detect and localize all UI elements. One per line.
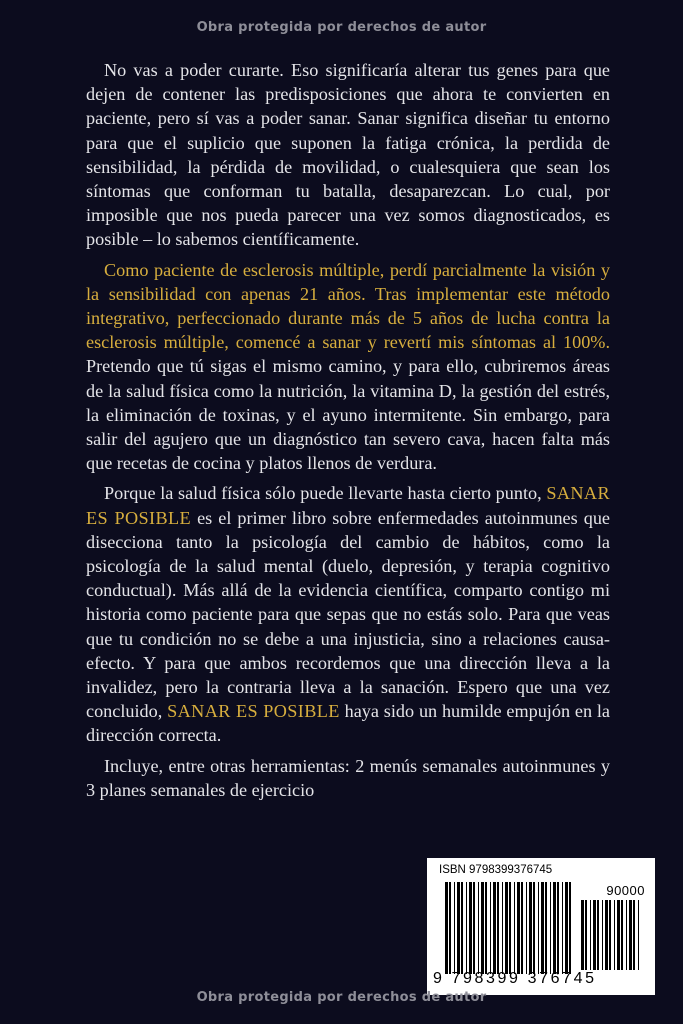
barcode-bar [545, 882, 547, 974]
barcode-bar [538, 882, 539, 974]
barcode-bar [609, 900, 611, 970]
barcode-bar [614, 900, 615, 970]
barcode-bar [445, 882, 448, 974]
barcode-bar [605, 900, 608, 970]
barcode-addon-code: 90000 [606, 883, 645, 898]
barcode-bar [454, 882, 455, 974]
barcode-bar [621, 900, 623, 970]
paragraph-3-part-1: Porque la salud física sólo puede llevarte hasta cierto punto, [104, 483, 547, 504]
barcode-bar [449, 882, 451, 974]
copyright-watermark-bottom: Obra protegida por derechos de autor [196, 990, 487, 1005]
barcode-bar [478, 882, 479, 974]
barcode-bar [526, 882, 527, 974]
barcode-bar [557, 882, 559, 974]
barcode-bar [581, 900, 584, 970]
barcode-bar [629, 900, 632, 970]
barcode-bar [597, 900, 599, 970]
barcode-bar [626, 900, 627, 970]
barcode-bar [553, 882, 556, 974]
ean-barcode-bars [445, 882, 573, 974]
barcode-bar [602, 900, 603, 970]
paragraph-3-part-3: haya sido un humilde empujón en la dirección correcta. [86, 701, 610, 746]
addon-barcode-bars [581, 900, 639, 970]
barcode-bar [485, 882, 487, 974]
barcode-bar [473, 882, 475, 974]
isbn-label: ISBN 9798399376745 [439, 864, 553, 876]
barcode-bar [469, 882, 472, 974]
barcode-bar [565, 882, 568, 974]
barcode-bar [529, 882, 532, 974]
barcode-bar [638, 900, 639, 970]
barcode-bar [457, 882, 460, 974]
paragraph-1: No vas a poder curarte. Eso significaría alterar tus genes para que dejen de contener las predisposiciones que ahora te convierten en paciente, pero sí vas a poder sanar. Sanar significa diseñar tu entorno para que el suplicio que suponen la fatiga crónica, la perdida de sensibilidad, la pérdida de movilidad, o cualesquiera que sean los síntomas que conforman tu batalla, desaparezcan. Lo cual, por imposible que nos pueda parecer una vez somos diagnosticados, es posible – lo sabemos científicamente. [86, 60, 610, 250]
barcode-bar [493, 882, 496, 974]
isbn-barcode [427, 858, 655, 995]
barcode-bar [533, 882, 535, 974]
barcode-bar [521, 882, 523, 974]
barcode-bar [593, 900, 596, 970]
back-cover-text [86, 58, 610, 808]
barcode-bar [633, 900, 635, 970]
barcode-bar [514, 882, 515, 974]
barcode-bar [541, 882, 544, 974]
barcode-bar [590, 900, 591, 970]
copyright-watermark-top: Obra protegida por derechos de autor [196, 20, 487, 35]
barcode-bar [502, 882, 503, 974]
book-title-mention-2: SANAR ES POSIBLE [167, 701, 340, 722]
highlighted-testimony: Como paciente de esclerosis múltiple, perdí parcialmente la visión y la sensibilidad con apenas 21 años. Tras implementar este método integrativo, perfeccionado durante más de 5 años de lucha contra la esclerosis múltiple, comencé a sanar y revertí mis síntomas al 100%. [86, 259, 610, 353]
barcode-bar [617, 900, 620, 970]
barcode-bar [505, 882, 508, 974]
barcode-bar [466, 882, 467, 974]
barcode-bar [562, 882, 563, 974]
barcode-bar [550, 882, 551, 974]
barcode-bar [461, 882, 463, 974]
barcode-digits: 9 798399 376745 [433, 970, 597, 987]
barcode-bar [481, 882, 484, 974]
barcode-bar [490, 882, 491, 974]
barcode-bar [517, 882, 520, 974]
paragraph-2 [86, 258, 610, 476]
barcode-bar [497, 882, 499, 974]
book-title-mention-1: SANAR ES POSIBLE [86, 483, 610, 528]
paragraph-3 [86, 481, 610, 747]
barcode-bar [569, 882, 571, 974]
paragraph-4: Incluye, entre otras herramientas: 2 menús semanales autoinmunes y 3 planes semanales de ejercicio [86, 755, 610, 800]
paragraph-3-part-2: es el primer libro sobre enfermedades autoinmunes que disecciona tanto la psicología del cambio de hábitos, como la psicología de la salud mental (duelo, depresión, y terapia cognitivo conductual). Más allá de la evidencia científica, comparto contigo mi historia como paciente para que sepas que no estás solo. Para que veas que tu condición no se debe a una injusticia, sino a relaciones causa-efecto. Y para que ambos recordemos que una dirección lleva a la invalidez, pero la contraria lleva a la sanación. Espero que una vez concluido, [86, 507, 610, 722]
paragraph-2-rest: Pretendo que tú sigas el mismo camino, y para ello, cubriremos áreas de la salud física como la nutrición, la vitamina D, la gestión del estrés, la eliminación de toxinas, y el ayuno intermitente. Sin embargo, para salir del agujero que un diagnóstico tan severo cava, hacen falta más que recetas de cocina y platos llenos de verdura. [86, 356, 610, 474]
barcode-bar [585, 900, 587, 970]
barcode-bar [509, 882, 511, 974]
